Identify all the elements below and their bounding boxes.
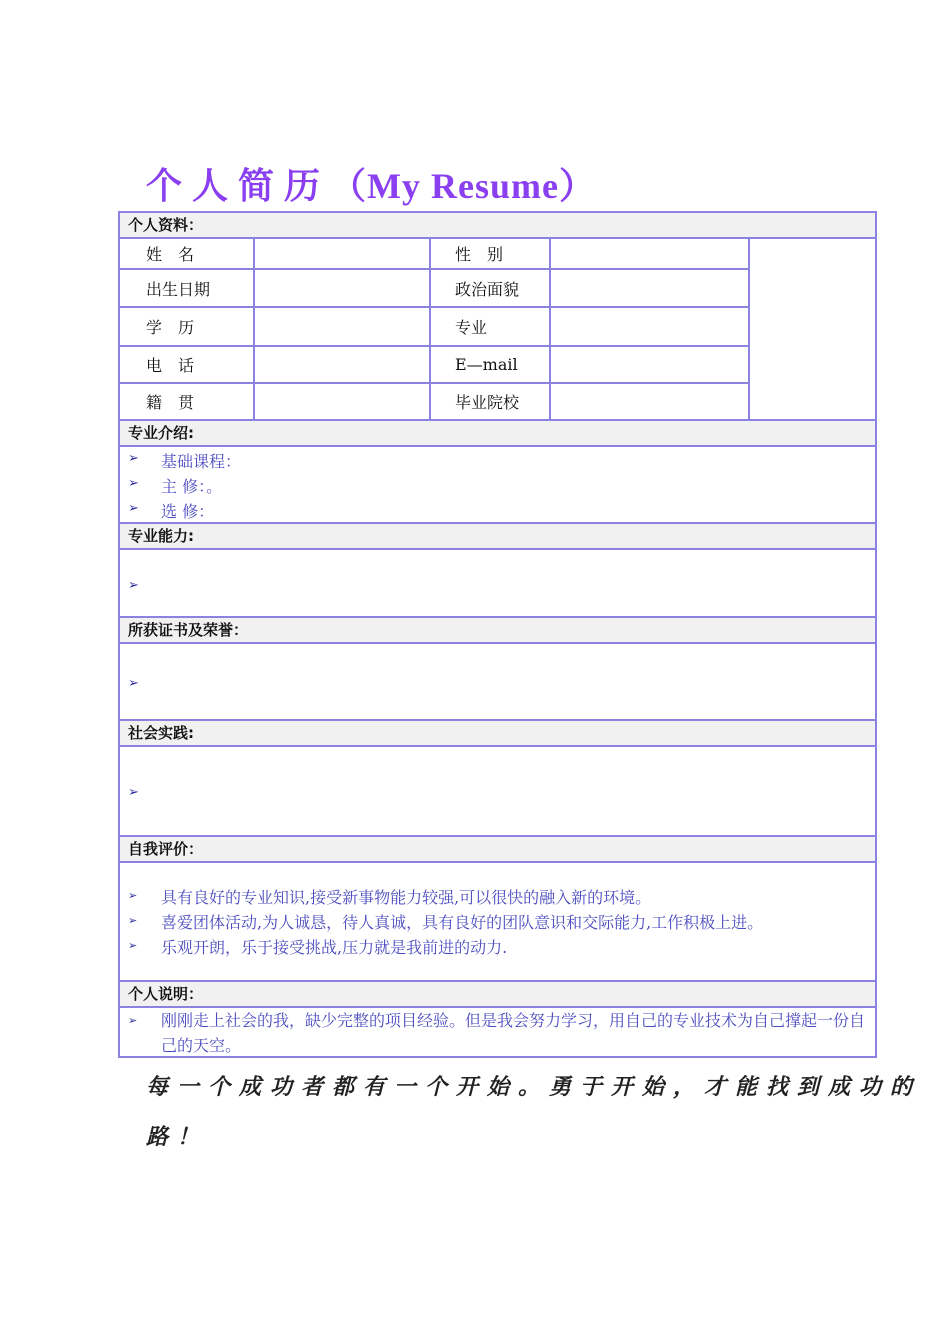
field-birthdate[interactable] bbox=[253, 268, 431, 308]
bullet-icon: ➢ bbox=[128, 578, 139, 593]
certificates-box bbox=[118, 642, 877, 721]
section-header-self-eval: 自我评价： bbox=[118, 835, 877, 863]
field-gender[interactable] bbox=[549, 237, 750, 270]
personal-note-text: 刚刚走上社会的我，缺少完整的项目经验。但是我会努力学习，用自己的专业技术为自己撑起一份自己的天空。 bbox=[161, 1011, 866, 1055]
page-title: 个人简历（My Resume） bbox=[146, 166, 596, 206]
field-school[interactable] bbox=[549, 382, 750, 421]
label-gender: 性 别 bbox=[429, 237, 551, 270]
bullet-icon: ➢ bbox=[128, 785, 139, 800]
photo-placeholder[interactable] bbox=[748, 237, 877, 421]
bullet-icon: ➢ bbox=[128, 476, 139, 491]
motto-line-1: 每一个成功者都有一个开始。勇于开始，才能找到成功的 bbox=[146, 1075, 922, 1100]
bullet-icon: ➢ bbox=[128, 1014, 138, 1027]
bullet-icon: ➢ bbox=[128, 939, 138, 952]
bullet-icon: ➢ bbox=[128, 451, 139, 466]
field-hometown[interactable] bbox=[253, 382, 431, 421]
label-education: 学 历 bbox=[118, 306, 255, 347]
label-political-status: 政治面貌 bbox=[429, 268, 551, 308]
section-header-major-intro: 专业介绍: bbox=[118, 419, 877, 447]
label-name: 姓 名 bbox=[118, 237, 255, 270]
section-header-personal: 个人资料： bbox=[118, 211, 877, 239]
field-education[interactable] bbox=[253, 306, 431, 347]
label-school: 毕业院校 bbox=[429, 382, 551, 421]
label-birthdate: 出生日期 bbox=[118, 268, 255, 308]
major-item-elective: 选 修： bbox=[161, 502, 215, 521]
bullet-icon: ➢ bbox=[128, 501, 139, 516]
field-name[interactable] bbox=[253, 237, 431, 270]
bullet-icon: ➢ bbox=[128, 914, 138, 927]
major-item-basic: 基础课程： bbox=[161, 452, 242, 471]
bullet-icon: ➢ bbox=[128, 889, 138, 902]
motto-line-2: 路！ bbox=[146, 1125, 209, 1150]
self-eval-item: 具有良好的专业知识,接受新事物能力较强,可以很快的融入新的环境。 bbox=[161, 888, 652, 907]
section-header-ability: 专业能力: bbox=[118, 522, 877, 550]
field-political-status[interactable] bbox=[549, 268, 750, 308]
label-email: E—mail bbox=[429, 345, 551, 384]
major-item-core: 主 修：。 bbox=[161, 477, 223, 496]
field-email[interactable] bbox=[549, 345, 750, 384]
section-header-certificates: 所获证书及荣誉： bbox=[118, 616, 877, 644]
self-eval-item: 乐观开朗，乐于接受挑战,压力就是我前进的动力. bbox=[161, 938, 508, 957]
section-header-personal-note: 个人说明： bbox=[118, 980, 877, 1008]
section-header-practice: 社会实践: bbox=[118, 719, 877, 747]
label-hometown: 籍 贯 bbox=[118, 382, 255, 421]
label-major: 专业 bbox=[429, 306, 551, 347]
ability-box bbox=[118, 548, 877, 618]
field-phone[interactable] bbox=[253, 345, 431, 384]
bullet-icon: ➢ bbox=[128, 676, 139, 691]
self-eval-item: 喜爱团体活动,为人诚恳，待人真诚，具有良好的团队意识和交际能力,工作积极上进。 bbox=[161, 913, 764, 932]
field-major[interactable] bbox=[549, 306, 750, 347]
practice-box bbox=[118, 745, 877, 837]
label-phone: 电 话 bbox=[118, 345, 255, 384]
